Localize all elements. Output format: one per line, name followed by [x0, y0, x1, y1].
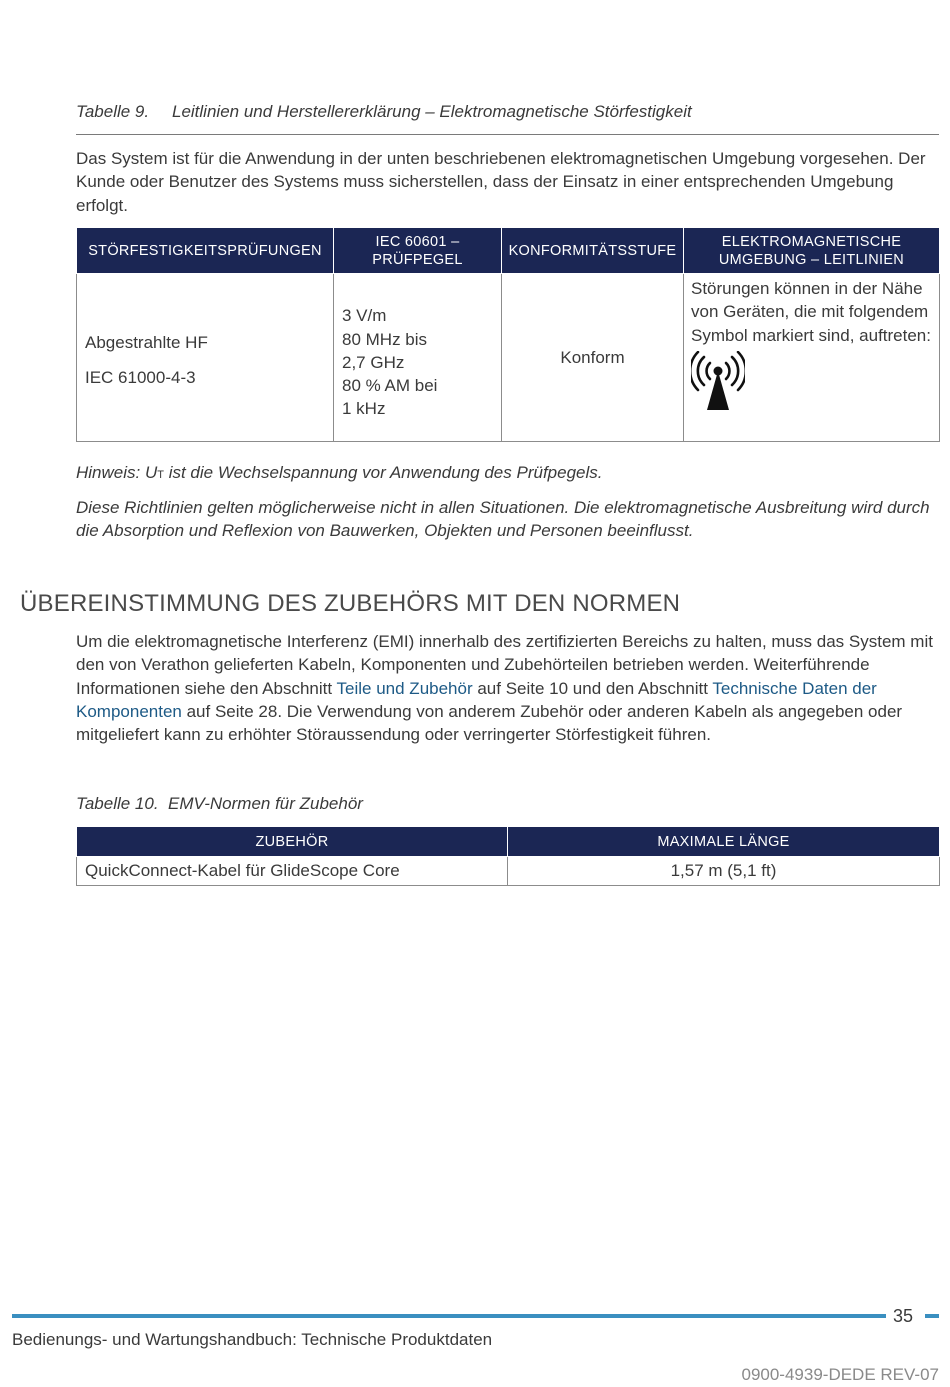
paragraph-text: auf Seite 28. Die Verwendung von anderem Zubehör oder anderen Kabeln als angegeben oder mitgeliefert kann zu erhöhter Störaussendung oder verringerter Störfestigkeit führen. — [76, 701, 903, 745]
header-environment-guidance: ELEKTROMAGNETISCHE UMGEBUNG – LEITLINIEN — [684, 228, 940, 274]
header-accessory: ZUBEHÖR — [77, 827, 508, 857]
section-paragraph — [76, 630, 938, 746]
footer-title: Bedienungs- und Wartungshandbuch: Technische Produktdaten — [12, 1330, 493, 1349]
header-immunity-tests: STÖRFESTIGKEITSPRÜFUNGEN — [77, 228, 334, 274]
level-line: 80 MHz bis — [342, 329, 428, 349]
immunity-test-cell — [77, 274, 334, 442]
table9-intro: Das System ist für die Anwendung in der unten beschriebenen elektromagnetischen Umgebung vorgesehen. Der Kunde oder Benutzer des Systems muss sicherstellen, dass der Einsatz in einer entsprechenden Umgebung erfolgt. — [76, 149, 926, 215]
level-line: 80 % AM bei — [342, 376, 438, 396]
page-number: 35 — [893, 1306, 914, 1326]
table10-caption-number: Tabelle 10. — [76, 794, 159, 813]
header-max-length: MAXIMALE LÄNGE — [508, 827, 940, 857]
paragraph-text: Um die elektromagnetische Interferenz (EMI) innerhalb des zertifizierten Bereichs zu halten, muss das System mit den von Verathon gelieferten Kabeln, Komponenten und Zubehörteilen betrieben werden. Weiterführende Informationen siehe den Abschnitt — [76, 632, 933, 698]
test-standard: IEC 61000-4-3 — [85, 367, 196, 387]
link-parts-accessories[interactable]: Teile und Zubehör — [336, 678, 473, 698]
emc-immunity-table — [76, 227, 940, 442]
table9-disclaimer: Diese Richtlinien gelten möglicherweise nicht in allen Situationen. Die elektromagnetische Ausbreitung wird durch die Absorption und Reflexion von Bauwerken, Objekten und Personen beeinflusst. — [76, 498, 930, 541]
table10-caption-title: EMV-Normen für Zubehör — [168, 794, 363, 813]
table-header-row — [77, 827, 940, 857]
paragraph-text: auf Seite 10 und den Abschnitt — [472, 678, 713, 698]
footer-rule — [12, 1314, 886, 1318]
table9-caption-title: Leitlinien und Herstellererklärung – Elektromagnetische Störfestigkeit — [172, 102, 692, 121]
link-component-specifications[interactable]: Technische Daten der Komponenten — [76, 678, 877, 721]
note-suffix: ist die Wechselspannung vor Anwendung des Prüfpegels. — [163, 463, 603, 482]
section-heading: ÜBEREINSTIMMUNG DES ZUBEHÖRS MIT DEN NORMEN — [20, 590, 681, 617]
max-length-cell: 1,57 m (5,1 ft) — [508, 857, 940, 886]
test-name: Abgestrahlte HF — [85, 332, 208, 352]
header-test-level: IEC 60601 – PRÜFPEGEL — [334, 228, 502, 274]
table10-caption — [76, 794, 363, 814]
footer-rule-end — [925, 1314, 939, 1318]
level-line: 2,7 GHz — [342, 352, 405, 372]
table9-caption — [76, 102, 692, 122]
table-header-row — [77, 228, 940, 274]
table9-note — [76, 461, 942, 487]
caption-divider — [76, 134, 939, 135]
guidance-text: Störungen können in der Nähe von Geräten, die mit folgendem Symbol markiert sind, auftreten: — [691, 279, 931, 345]
table-row — [77, 274, 940, 442]
level-line: 1 kHz — [342, 399, 386, 419]
accessory-cell: QuickConnect-Kabel für GlideScope Core — [77, 857, 508, 886]
note-subscript: T — [157, 469, 164, 481]
header-compliance-level: KONFORMITÄTSSTUFE — [502, 228, 684, 274]
compliance-cell: Konform — [502, 274, 684, 442]
document-id: 0900-4939-DEDE REV-07 — [741, 1365, 939, 1384]
non-ionizing-radiation-icon — [691, 351, 932, 416]
accessory-standards-table — [76, 826, 940, 886]
table9-caption-number: Tabelle 9. — [76, 102, 150, 121]
level-line: 3 V/m — [342, 306, 387, 326]
table-row — [77, 857, 940, 886]
guidance-cell — [684, 274, 940, 442]
note-prefix: Hinweis: U — [76, 463, 158, 482]
test-level-cell — [334, 274, 502, 442]
